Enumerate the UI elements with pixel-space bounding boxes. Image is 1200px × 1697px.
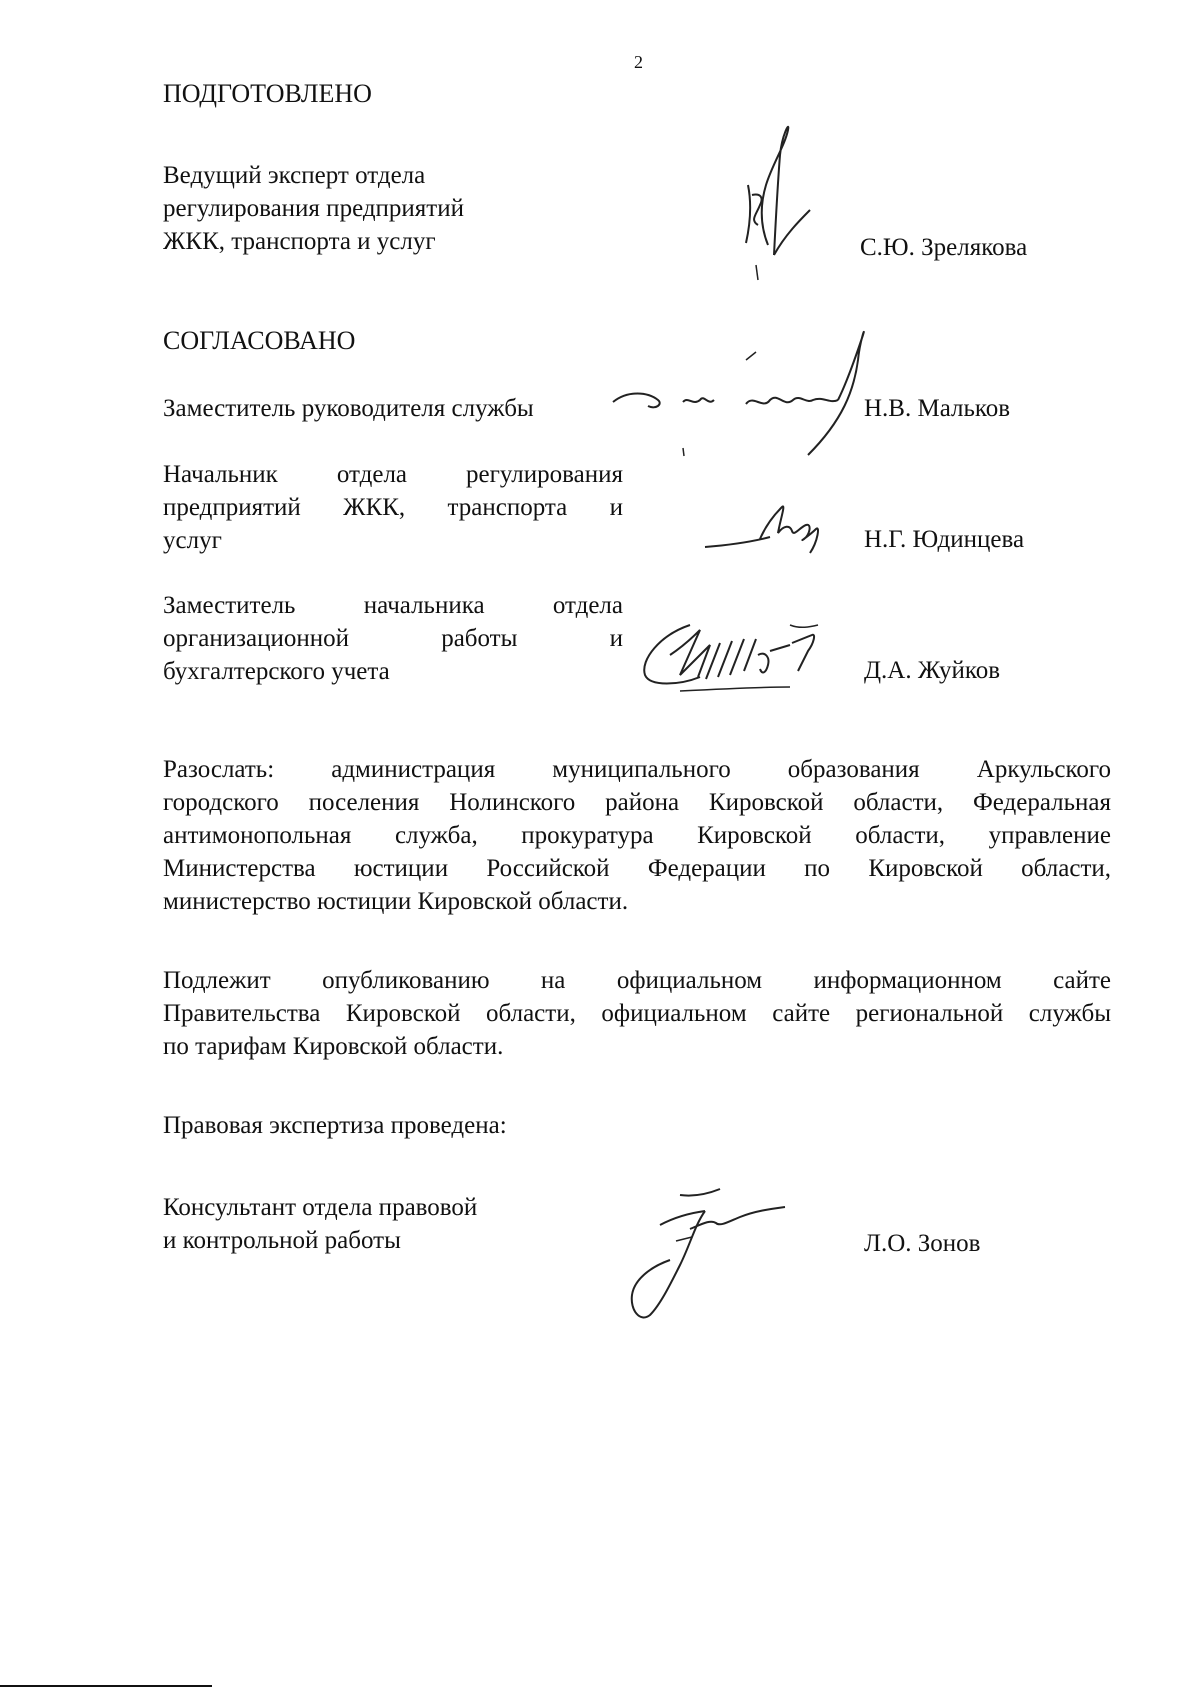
distribution-line: Министерства юстиции Российской Федерации по Кировской области,	[163, 855, 1111, 882]
distribution-line: городского поселения Нолинского района Кировской области, Федеральная	[163, 789, 1111, 816]
signer-position-line: бухгалтерского учета	[163, 658, 390, 685]
distribution-line: министерство юстиции Кировской области.	[163, 888, 629, 915]
publication-line: Правительства Кировской области, официальном сайте региональной службы	[163, 1000, 1111, 1027]
signature-zonov	[620, 1185, 790, 1330]
legal-position-line: Консультант отдела правовой	[163, 1194, 478, 1221]
prepared-signer-name: С.Ю. Зрелякова	[860, 234, 1028, 261]
legal-signer-name: Л.О. Зонов	[864, 1230, 981, 1257]
signer-position-line: предприятий ЖКК, транспорта и	[163, 494, 623, 521]
publication-line: Подлежит опубликованию на официальном информационном сайте	[163, 967, 1111, 994]
signature-zrelyakova	[730, 125, 820, 290]
signature-zhuikov	[640, 615, 840, 720]
distribution-line: Разослать: администрация муниципального образования Аркульского	[163, 756, 1111, 783]
signer-position-line: Начальник отдела регулирования	[163, 461, 623, 488]
signer-name: Д.А. Жуйков	[864, 657, 1001, 684]
signer-position-line: организационной работы и	[163, 625, 623, 652]
publication-line: по тарифам Кировской области.	[163, 1033, 504, 1060]
signer-position-line: Заместитель начальника отдела	[163, 592, 623, 619]
signer-position-line: Заместитель руководителя службы	[163, 395, 534, 422]
agreed-heading: СОГЛАСОВАНО	[163, 326, 356, 355]
prepared-position-line: ЖКК, транспорта и услуг	[163, 228, 436, 255]
prepared-heading: ПОДГОТОВЛЕНО	[163, 79, 372, 108]
signer-name: Н.В. Мальков	[864, 395, 1011, 422]
legal-review-heading: Правовая экспертиза проведена:	[163, 1112, 507, 1139]
signer-name: Н.Г. Юдинцева	[864, 526, 1025, 553]
signature-yudintseva	[700, 495, 840, 570]
legal-position-line: и контрольной работы	[163, 1227, 401, 1254]
signature-malkov	[608, 330, 888, 475]
prepared-position-line: регулирования предприятий	[163, 195, 464, 222]
signer-position-line: услуг	[163, 527, 222, 554]
distribution-line: антимонопольная служба, прокуратура Кировской области, управление	[163, 822, 1111, 849]
prepared-position-line: Ведущий эксперт отдела	[163, 162, 426, 189]
page-number: 2	[634, 52, 643, 72]
footer-rule	[0, 1685, 212, 1687]
